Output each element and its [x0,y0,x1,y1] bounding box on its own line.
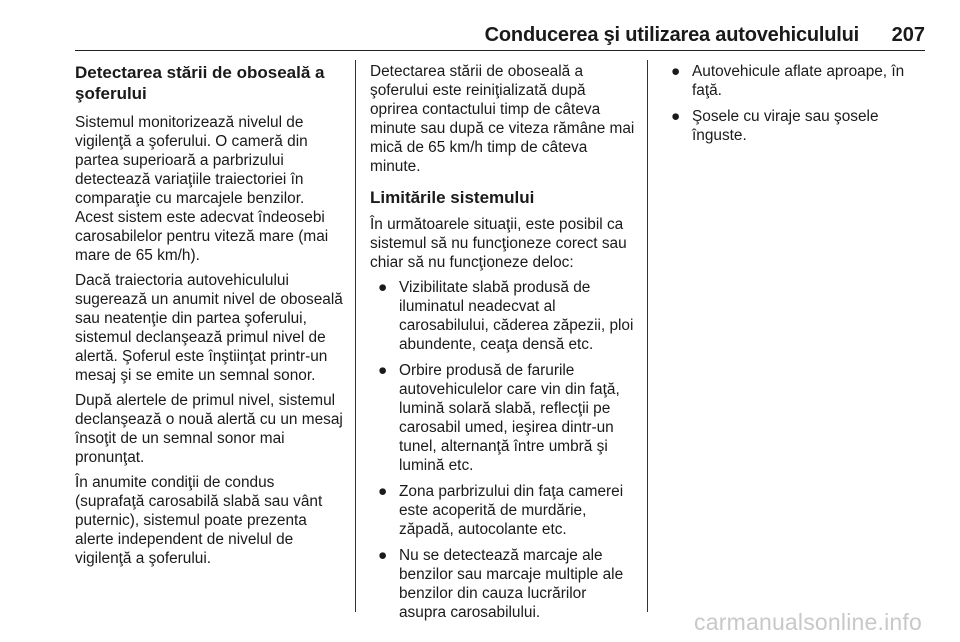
page-header [75,22,925,51]
limitations-list-continued [663,62,928,145]
list-item [370,482,635,539]
list-item-text: Vizibilitate slabă produsă de iluminatul neadecvat al carosabilului, căderea zăpezii, ploi abundente, ceaţa densă etc. [399,279,634,353]
column-1 [75,62,345,574]
paragraph: Dacă traiectoria autovehiculului sugerează un anumit nivel de oboseală sau neatenţie din partea şoferului, sistemul declanşează primul nivel de alertă. Şoferul este înştiinţat printr-un mesaj şi se emite un semnal sonor. [75,272,343,384]
list-item [370,361,635,475]
paragraph: După alertele de primul nivel, sistemul declanşează o nouă alertă cu un mesaj însoţit de un semnal sonor mai pronunţat. [75,392,343,466]
watermark: carmanualsonline.info [694,609,922,635]
bullet-icon: ● [378,547,388,564]
list-item [663,62,928,100]
list-item-text: Orbire produsă de farurile autovehiculelor care vin din faţă, lumină solară slabă, reflecţii pe carosabil umed, ieşirea dintr-un tunel, alternanţă între umbră şi lumină etc. [399,362,620,474]
section-heading: Detectarea stării de oboseală a şoferului [75,63,325,103]
paragraph: Sistemul monitorizează nivelul de vigilenţă a şoferului. O cameră din partea superioară a parbrizului detectează variaţiile traiectoriei în comparaţie cu marcajele benzilor. Acest sistem este adecvat îndeosebi carosabilelor pentru viteză mare (mai mare de 65 km/h). [75,114,329,264]
list-item [370,278,635,354]
list-item-text: Zona parbrizului din faţa camerei este acoperită de murdărie, zăpadă, autocolante etc. [399,483,624,538]
column-divider-2 [647,60,648,612]
bullet-icon: ● [671,108,681,125]
list-item-text: Autovehicule aflate aproape, în faţă. [692,63,905,99]
paragraph: În anumite condiţii de condus (suprafaţă carosabilă slabă sau vânt puternic), sistemul poate prezenta alerte independent de nivelul de vigilenţă a şoferului. [75,474,323,567]
bullet-icon: ● [378,483,388,500]
bullet-icon: ● [671,63,681,80]
list-item [663,107,928,145]
paragraph: Detectarea stării de oboseală a şoferului este reiniţializată după oprirea contactului timp de câteva minute sau după ce viteza rămâne mai mică de 65 km/h timp de câteva minute. [370,63,635,175]
page-number: 207 [891,24,925,46]
column-3 [663,62,928,152]
list-item-text: Şosele cu viraje sau şosele înguste. [692,108,879,144]
list-item-text: Nu se detectează marcaje ale benzilor sau marcaje multiple ale benzilor din cauza lucrărilor asupra carosabilului. [399,547,624,621]
subsection-heading: Limitările sistemului [370,188,535,207]
column-2 [370,62,635,629]
limitations-list [370,278,635,622]
column-divider-1 [355,60,356,612]
chapter-title: Conducerea şi utilizarea autovehiculului [484,24,859,46]
bullet-icon: ● [378,362,388,379]
paragraph: În următoarele situaţii, este posibil ca sistemul să nu funcţioneze corect sau chiar să nu funcţioneze deloc: [370,216,627,271]
bullet-icon: ● [378,279,388,296]
list-item [370,546,635,622]
